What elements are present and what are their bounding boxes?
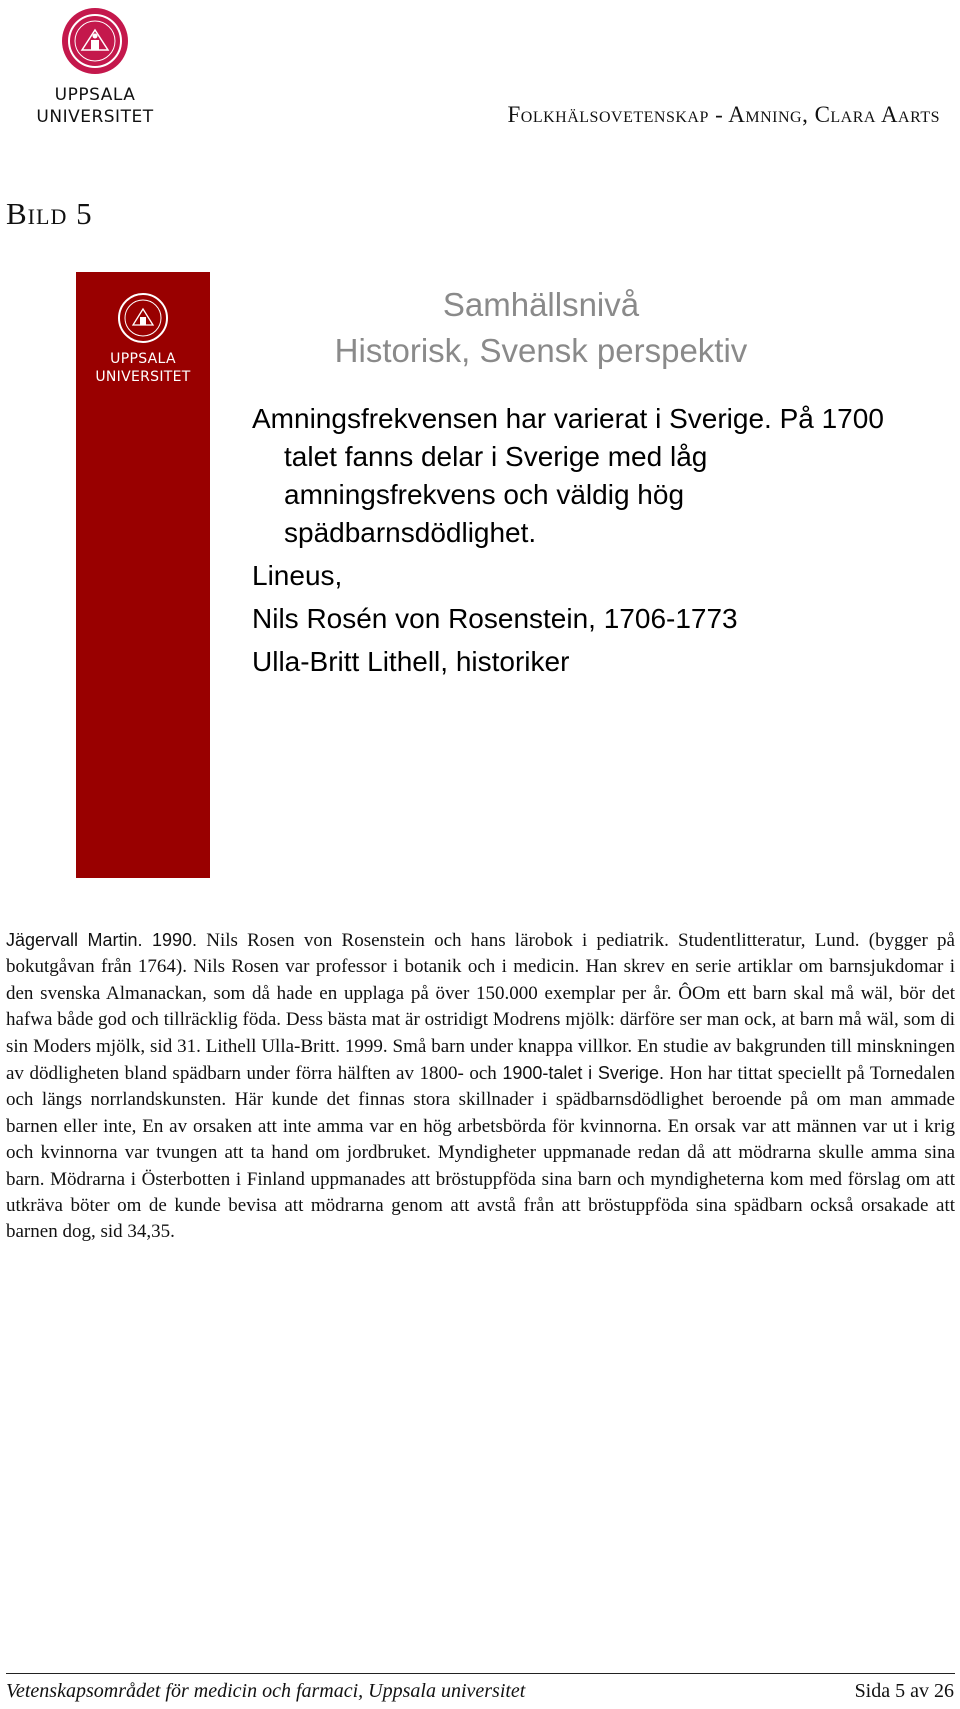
slide-paragraph: Amningsfrekvensen har varierat i Sverige. På 1700 talet fanns delar i Sverige med låg amningsfrekvens och väldig hög spädbarnsdödlighet. [252,403,884,548]
running-title: Folkhälsovetenskap - Amning, Clara Aarts [507,102,940,127]
university-seal-icon [117,292,169,344]
slide-body [252,400,892,681]
slide-image [6,260,954,890]
slide-red-bar [76,272,210,878]
footer-page-number: Sida 5 av 26 [854,1680,954,1702]
slide-line-lithell: Ulla-Britt Lithell, historiker [252,646,570,677]
uppsala-logo [20,6,170,128]
body-text-continued: Hon har tittat speciellt på Tornedalen och längs norrlandskunsten. Här kunde det finnas stora skillnader i spädbarnsdödlighet beroende på om man ammade barnen eller inte, En av orsaken att inte amma var en hög arbetsbörda för kvinnorna. En orsak var att männen var ut i krig och kvinnorna var tvungen att ta hand om jordbruket. Myndigheter uppmanade redan då att mödrarna skulle amma sina barn. Mödrarna i Österbotten i Finland uppmanades att bröstuppföda sina barn och myndigheterna kom med förslag om att utkräva böter om de kunde bevisa att mödrarna genom att avstå från att bröstuppföda sina spädbarn också orsakade att barnen dog, sid 34,35. [6,1063,956,1243]
section-heading: Bild 5 [6,196,93,231]
logo-line-1: UPPSALA [54,85,136,105]
logo-line-2: UNIVERSITET [36,107,154,127]
slide-title [236,282,846,374]
footer-institution: Vetenskapsområdet för medicin och farmaci, Uppsala universitet [6,1680,526,1702]
body-text-main: Nils Rosen von Rosenstein och hans lärobok i pediatrik. Studentlitteratur, Lund. (bygger på bokutgåvan från 1764). Nils Rosen var professor i botanik och i medicin. Han skrev en serie artiklar om barnsjukdomar i den svenska Almanackan, som då hade en upplaga på över 150.000 exemplar per år. ÔOm ett barn skal må wäl, bör det hafwa både god och tillräcklig föda. Dess bästa mat är ostridigt Modrens mjölk: därföre ser man ock, at barn må wäl, som di sin Moders mjölk, sid 31. Lithell Ulla-Britt. 1999. Små barn under knappa villkor. En studie av bakgrunden till minskningen av dödligheten bland spädbarn under förra hälften av 1800- och [6,930,955,1085]
university-seal-icon [60,6,130,76]
body-paragraph [6,927,955,1246]
slide-title-line-1: Samhällsnivå [442,286,640,323]
slide-line-rosen: Nils Rosén von Rosenstein, 1706-1773 [252,603,738,634]
slide-title-line-2: Historisk, Svensk perspektiv [334,332,748,369]
slide-logo-line-2: UNIVERSITET [95,369,191,385]
slide-line-lineus: Lineus, [252,560,343,591]
slide-logo-line-1: UPPSALA [110,351,176,367]
body-text-reference: Jägervall Martin. 1990. [6,930,198,950]
footer-divider [6,1673,955,1674]
body-text-period: 1900-talet i Sverige. [502,1063,664,1084]
